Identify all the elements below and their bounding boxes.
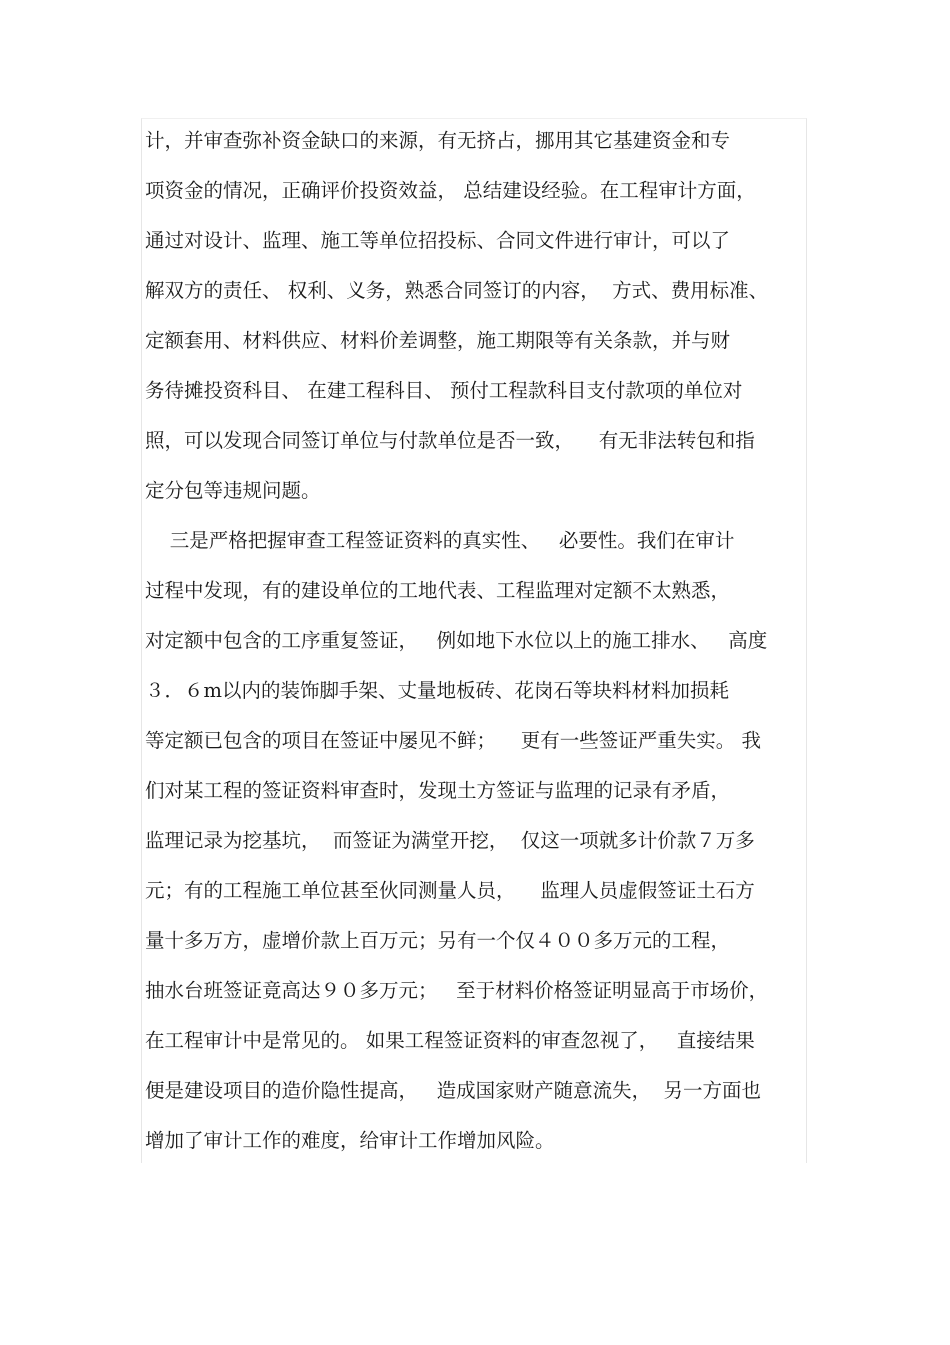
text-line: 项资金的情况，正确评价投资效益， 总结建设经验。在工程审计方面， <box>145 179 756 202</box>
text-line: 量十多万方，虚增价款上百万元；另有一个仅４００多万元的工程， <box>145 929 731 952</box>
text-line: 抽水台班签证竟高达９０多万元； 至于材料价格签证明显高于市场价， <box>145 979 769 1002</box>
text-line: 解双方的责任、 权利、义务，熟悉合同签订的内容， 方式、费用标准、 <box>145 279 769 302</box>
text-line: 等定额已包含的项目在签证中屡见不鲜； 更有一些签证严重失实。 我 <box>145 729 761 752</box>
text-line: ３．６m以内的装饰脚手架、丈量地板砖、花岗石等块料材料加损耗 <box>145 679 729 702</box>
text-line: 定额套用、材料供应、材料价差调整，施工期限等有关条款，并与财 <box>145 329 731 352</box>
text-line: 元；有的工程施工单位甚至伙同测量人员， 监理人员虚假签证土石方 <box>145 879 755 902</box>
text-line: 增加了审计工作的难度，给审计工作增加风险。 <box>145 1129 555 1152</box>
text-line: 在工程审计中是常见的。 如果工程签证资料的审查忽视了， 直接结果 <box>145 1029 755 1052</box>
text-line: 计，并审查弥补资金缺口的来源，有无挤占，挪用其它基建资金和专 <box>145 129 731 152</box>
text-line: 监理记录为挖基坑， 而签证为满堂开挖， 仅这一项就多计价款７万多 <box>145 829 755 852</box>
document-body <box>145 120 815 1170</box>
text-line: 三是严格把握审查工程签证资料的真实性、 必要性。我们在审计 <box>145 529 735 552</box>
text-line: 照，可以发现合同签订单位与付款单位是否一致， 有无非法转包和指 <box>145 429 755 452</box>
text-line: 对定额中包含的工序重复签证， 例如地下水位以上的施工排水、 高度 <box>145 629 768 652</box>
text-line: 务待摊投资科目、 在建工程科目、 预付工程款科目支付款项的单位对 <box>145 379 743 402</box>
text-line: 定分包等违规问题。 <box>145 479 321 502</box>
text-line: 过程中发现，有的建设单位的工地代表、工程监理对定额不太熟悉， <box>145 579 731 602</box>
text-line: 通过对设计、监理、施工等单位招投标、合同文件进行审计，可以了 <box>145 229 731 252</box>
text-line: 便是建设项目的造价隐性提高， 造成国家财产随意流失， 另一方面也 <box>145 1079 761 1102</box>
text-line: 们对某工程的签证资料审查时，发现土方签证与监理的记录有矛盾， <box>145 779 731 802</box>
